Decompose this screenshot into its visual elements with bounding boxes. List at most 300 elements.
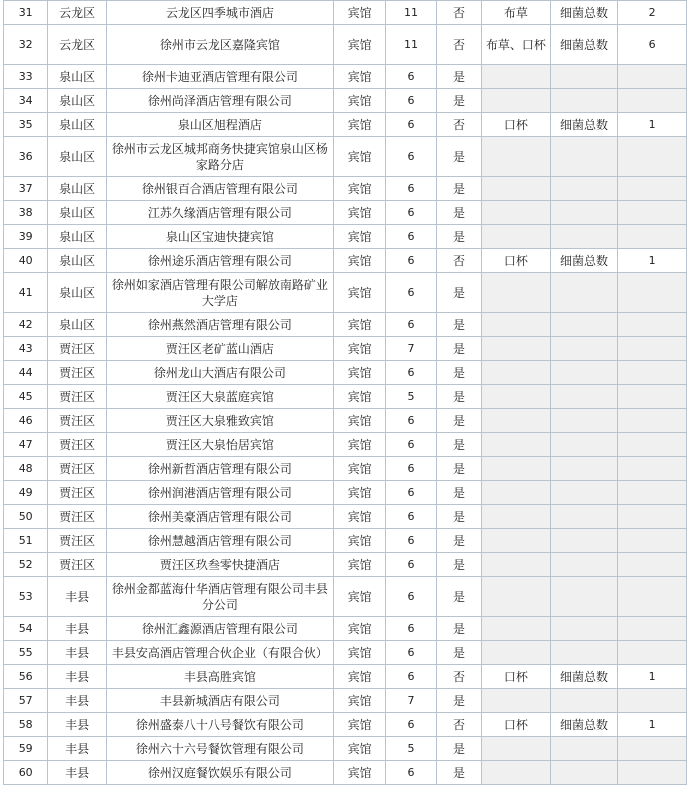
failed-count-cell — [618, 385, 687, 409]
qualified-cell: 是 — [436, 577, 481, 617]
failed-count-cell: 1 — [618, 249, 687, 273]
business-type-cell: 宾馆 — [333, 137, 385, 177]
business-type-cell: 宾馆 — [333, 89, 385, 113]
business-name-cell: 徐州慧越酒店管理有限公司 — [106, 529, 333, 553]
table-row — [4, 137, 687, 177]
qualified-cell: 否 — [436, 113, 481, 137]
failed-item-cell — [550, 689, 618, 713]
inspection-count-cell: 6 — [386, 201, 436, 225]
row-number: 45 — [4, 385, 48, 409]
district-cell: 泉山区 — [48, 137, 107, 177]
business-name-cell: 贾汪区大泉蓝庭宾馆 — [106, 385, 333, 409]
row-number: 51 — [4, 529, 48, 553]
business-type-cell: 宾馆 — [333, 313, 385, 337]
row-number: 52 — [4, 553, 48, 577]
failed-sample-cell — [482, 577, 551, 617]
table-row — [4, 761, 687, 785]
business-name-cell: 贾汪区大泉雅致宾馆 — [106, 409, 333, 433]
qualified-cell: 是 — [436, 529, 481, 553]
row-number: 53 — [4, 577, 48, 617]
row-number: 59 — [4, 737, 48, 761]
district-cell: 贾汪区 — [48, 409, 107, 433]
failed-sample-cell — [482, 433, 551, 457]
business-type-cell: 宾馆 — [333, 337, 385, 361]
business-name-cell: 徐州美豪酒店管理有限公司 — [106, 505, 333, 529]
district-cell: 泉山区 — [48, 113, 107, 137]
business-type-cell: 宾馆 — [333, 25, 385, 65]
inspection-count-cell: 6 — [386, 665, 436, 689]
qualified-cell: 否 — [436, 249, 481, 273]
table-row — [4, 433, 687, 457]
qualified-cell: 是 — [436, 433, 481, 457]
failed-count-cell: 1 — [618, 665, 687, 689]
district-cell: 贾汪区 — [48, 433, 107, 457]
row-number: 48 — [4, 457, 48, 481]
table-row — [4, 713, 687, 737]
failed-count-cell: 1 — [618, 713, 687, 737]
failed-sample-cell — [482, 361, 551, 385]
business-name-cell: 徐州汇鑫源酒店管理有限公司 — [106, 617, 333, 641]
table-body — [4, 1, 687, 785]
failed-item-cell — [550, 273, 618, 313]
failed-count-cell — [618, 137, 687, 177]
business-type-cell: 宾馆 — [333, 529, 385, 553]
inspection-count-cell: 6 — [386, 433, 436, 457]
table-row — [4, 553, 687, 577]
district-cell: 丰县 — [48, 761, 107, 785]
inspection-count-cell: 6 — [386, 65, 436, 89]
failed-item-cell — [550, 313, 618, 337]
business-type-cell: 宾馆 — [333, 1, 385, 25]
business-type-cell: 宾馆 — [333, 65, 385, 89]
failed-sample-cell — [482, 553, 551, 577]
business-type-cell: 宾馆 — [333, 361, 385, 385]
business-type-cell: 宾馆 — [333, 385, 385, 409]
qualified-cell: 是 — [436, 737, 481, 761]
table-row — [4, 177, 687, 201]
table-row — [4, 641, 687, 665]
inspection-count-cell: 6 — [386, 225, 436, 249]
qualified-cell: 是 — [436, 385, 481, 409]
business-name-cell: 泉山区旭程酒店 — [106, 113, 333, 137]
inspection-count-cell: 6 — [386, 457, 436, 481]
district-cell: 泉山区 — [48, 177, 107, 201]
failed-item-cell — [550, 337, 618, 361]
failed-count-cell — [618, 337, 687, 361]
failed-sample-cell — [482, 65, 551, 89]
inspection-count-cell: 6 — [386, 617, 436, 641]
failed-count-cell — [618, 457, 687, 481]
failed-count-cell — [618, 481, 687, 505]
table-row — [4, 273, 687, 313]
qualified-cell: 是 — [436, 137, 481, 177]
inspection-count-cell: 6 — [386, 641, 436, 665]
business-name-cell: 徐州市云龙区城邦商务快捷宾馆泉山区杨家路分店 — [106, 137, 333, 177]
business-type-cell: 宾馆 — [333, 177, 385, 201]
district-cell: 贾汪区 — [48, 505, 107, 529]
business-name-cell: 徐州金都蓝海什华酒店管理有限公司丰县分公司 — [106, 577, 333, 617]
district-cell: 丰县 — [48, 689, 107, 713]
row-number: 34 — [4, 89, 48, 113]
inspection-count-cell: 6 — [386, 481, 436, 505]
failed-sample-cell — [482, 457, 551, 481]
business-name-cell: 徐州盛泰八十八号餐饮有限公司 — [106, 713, 333, 737]
failed-item-cell — [550, 481, 618, 505]
failed-count-cell: 6 — [618, 25, 687, 65]
business-name-cell: 徐州汉庭餐饮娱乐有限公司 — [106, 761, 333, 785]
district-cell: 丰县 — [48, 577, 107, 617]
failed-item-cell — [550, 737, 618, 761]
table-row — [4, 737, 687, 761]
business-name-cell: 贾汪区大泉怡居宾馆 — [106, 433, 333, 457]
qualified-cell: 是 — [436, 617, 481, 641]
table-row — [4, 689, 687, 713]
failed-count-cell — [618, 313, 687, 337]
district-cell: 贾汪区 — [48, 361, 107, 385]
row-number: 35 — [4, 113, 48, 137]
business-type-cell: 宾馆 — [333, 713, 385, 737]
failed-item-cell — [550, 617, 618, 641]
row-number: 42 — [4, 313, 48, 337]
row-number: 60 — [4, 761, 48, 785]
failed-count-cell — [618, 433, 687, 457]
qualified-cell: 是 — [436, 65, 481, 89]
qualified-cell: 是 — [436, 177, 481, 201]
district-cell: 贾汪区 — [48, 529, 107, 553]
qualified-cell: 是 — [436, 201, 481, 225]
table-row — [4, 1, 687, 25]
table-row — [4, 665, 687, 689]
inspection-count-cell: 6 — [386, 89, 436, 113]
failed-item-cell — [550, 361, 618, 385]
business-name-cell: 徐州尚泽酒店管理有限公司 — [106, 89, 333, 113]
table-row — [4, 225, 687, 249]
failed-count-cell — [618, 225, 687, 249]
failed-sample-cell — [482, 617, 551, 641]
inspection-count-cell: 6 — [386, 577, 436, 617]
failed-item-cell: 细菌总数 — [550, 249, 618, 273]
business-type-cell: 宾馆 — [333, 201, 385, 225]
row-number: 43 — [4, 337, 48, 361]
business-type-cell: 宾馆 — [333, 505, 385, 529]
qualified-cell: 否 — [436, 713, 481, 737]
business-name-cell: 徐州银百合酒店管理有限公司 — [106, 177, 333, 201]
row-number: 47 — [4, 433, 48, 457]
failed-sample-cell: 口杯 — [482, 249, 551, 273]
failed-count-cell: 2 — [618, 1, 687, 25]
table-row — [4, 529, 687, 553]
qualified-cell: 是 — [436, 89, 481, 113]
row-number: 44 — [4, 361, 48, 385]
district-cell: 贾汪区 — [48, 385, 107, 409]
district-cell: 丰县 — [48, 713, 107, 737]
business-name-cell: 徐州燕然酒店管理有限公司 — [106, 313, 333, 337]
district-cell: 泉山区 — [48, 225, 107, 249]
failed-sample-cell — [482, 273, 551, 313]
inspection-count-cell: 5 — [386, 737, 436, 761]
row-number: 49 — [4, 481, 48, 505]
failed-count-cell — [618, 201, 687, 225]
business-name-cell: 云龙区四季城市酒店 — [106, 1, 333, 25]
inspection-count-cell: 6 — [386, 249, 436, 273]
failed-sample-cell — [482, 529, 551, 553]
row-number: 38 — [4, 201, 48, 225]
business-name-cell: 徐州新哲酒店管理有限公司 — [106, 457, 333, 481]
district-cell: 泉山区 — [48, 249, 107, 273]
table-row — [4, 409, 687, 433]
failed-sample-cell — [482, 225, 551, 249]
district-cell: 贾汪区 — [48, 457, 107, 481]
inspection-count-cell: 6 — [386, 273, 436, 313]
failed-count-cell — [618, 177, 687, 201]
failed-sample-cell — [482, 177, 551, 201]
failed-item-cell: 细菌总数 — [550, 113, 618, 137]
business-type-cell: 宾馆 — [333, 481, 385, 505]
failed-item-cell — [550, 89, 618, 113]
business-name-cell: 丰县安高酒店管理合伙企业（有限合伙） — [106, 641, 333, 665]
failed-count-cell — [618, 361, 687, 385]
table-row — [4, 113, 687, 137]
business-name-cell: 丰县新城酒店有限公司 — [106, 689, 333, 713]
business-name-cell: 徐州市云龙区嘉隆宾馆 — [106, 25, 333, 65]
failed-sample-cell — [482, 737, 551, 761]
failed-sample-cell: 布草、口杯 — [482, 25, 551, 65]
row-number: 54 — [4, 617, 48, 641]
failed-item-cell — [550, 457, 618, 481]
business-type-cell: 宾馆 — [333, 433, 385, 457]
inspection-count-cell: 6 — [386, 713, 436, 737]
failed-item-cell — [550, 505, 618, 529]
failed-sample-cell: 口杯 — [482, 113, 551, 137]
row-number: 32 — [4, 25, 48, 65]
failed-item-cell — [550, 433, 618, 457]
row-number: 31 — [4, 1, 48, 25]
table-row — [4, 361, 687, 385]
failed-sample-cell: 口杯 — [482, 665, 551, 689]
inspection-count-cell: 6 — [386, 177, 436, 201]
row-number: 57 — [4, 689, 48, 713]
business-name-cell: 徐州卡迪亚酒店管理有限公司 — [106, 65, 333, 89]
inspection-count-cell: 7 — [386, 689, 436, 713]
failed-count-cell — [618, 65, 687, 89]
failed-sample-cell — [482, 337, 551, 361]
failed-sample-cell: 布草 — [482, 1, 551, 25]
business-name-cell: 泉山区宝迪快捷宾馆 — [106, 225, 333, 249]
table-row — [4, 385, 687, 409]
failed-sample-cell: 口杯 — [482, 713, 551, 737]
failed-sample-cell — [482, 689, 551, 713]
failed-item-cell — [550, 201, 618, 225]
business-type-cell: 宾馆 — [333, 113, 385, 137]
business-type-cell: 宾馆 — [333, 641, 385, 665]
row-number: 36 — [4, 137, 48, 177]
business-type-cell: 宾馆 — [333, 617, 385, 641]
qualified-cell: 否 — [436, 665, 481, 689]
table-row — [4, 577, 687, 617]
failed-sample-cell — [482, 505, 551, 529]
business-name-cell: 徐州如家酒店管理有限公司解放南路矿业大学店 — [106, 273, 333, 313]
failed-item-cell — [550, 385, 618, 409]
business-name-cell: 徐州途乐酒店管理有限公司 — [106, 249, 333, 273]
qualified-cell: 否 — [436, 25, 481, 65]
inspection-count-cell: 6 — [386, 761, 436, 785]
failed-count-cell — [618, 737, 687, 761]
district-cell: 泉山区 — [48, 201, 107, 225]
failed-count-cell — [618, 577, 687, 617]
district-cell: 云龙区 — [48, 25, 107, 65]
failed-sample-cell — [482, 89, 551, 113]
qualified-cell: 是 — [436, 641, 481, 665]
business-type-cell: 宾馆 — [333, 457, 385, 481]
failed-item-cell: 细菌总数 — [550, 713, 618, 737]
failed-count-cell: 1 — [618, 113, 687, 137]
business-type-cell: 宾馆 — [333, 577, 385, 617]
table-row — [4, 313, 687, 337]
district-cell: 泉山区 — [48, 313, 107, 337]
inspection-count-cell: 6 — [386, 361, 436, 385]
business-name-cell: 丰县高胜宾馆 — [106, 665, 333, 689]
business-type-cell: 宾馆 — [333, 689, 385, 713]
qualified-cell: 是 — [436, 689, 481, 713]
qualified-cell: 是 — [436, 505, 481, 529]
inspection-count-cell: 11 — [386, 25, 436, 65]
table-row — [4, 201, 687, 225]
failed-sample-cell — [482, 137, 551, 177]
inspection-count-cell: 6 — [386, 137, 436, 177]
inspection-results-table — [3, 0, 687, 785]
row-number: 33 — [4, 65, 48, 89]
district-cell: 丰县 — [48, 617, 107, 641]
qualified-cell: 是 — [436, 481, 481, 505]
business-type-cell: 宾馆 — [333, 273, 385, 313]
district-cell: 泉山区 — [48, 65, 107, 89]
business-type-cell: 宾馆 — [333, 737, 385, 761]
qualified-cell: 是 — [436, 337, 481, 361]
qualified-cell: 是 — [436, 225, 481, 249]
failed-sample-cell — [482, 761, 551, 785]
table-row — [4, 25, 687, 65]
failed-sample-cell — [482, 641, 551, 665]
district-cell: 丰县 — [48, 665, 107, 689]
failed-sample-cell — [482, 201, 551, 225]
business-name-cell: 贾汪区老矿蓝山酒店 — [106, 337, 333, 361]
row-number: 50 — [4, 505, 48, 529]
qualified-cell: 是 — [436, 553, 481, 577]
inspection-count-cell: 6 — [386, 553, 436, 577]
failed-item-cell: 细菌总数 — [550, 665, 618, 689]
business-type-cell: 宾馆 — [333, 249, 385, 273]
district-cell: 云龙区 — [48, 1, 107, 25]
table-row — [4, 337, 687, 361]
qualified-cell: 是 — [436, 361, 481, 385]
qualified-cell: 是 — [436, 409, 481, 433]
qualified-cell: 是 — [436, 313, 481, 337]
qualified-cell: 是 — [436, 457, 481, 481]
failed-count-cell — [618, 617, 687, 641]
qualified-cell: 否 — [436, 1, 481, 25]
failed-sample-cell — [482, 385, 551, 409]
failed-count-cell — [618, 89, 687, 113]
district-cell: 丰县 — [48, 641, 107, 665]
business-name-cell: 徐州龙山大酒店有限公司 — [106, 361, 333, 385]
district-cell: 贾汪区 — [48, 481, 107, 505]
district-cell: 丰县 — [48, 737, 107, 761]
district-cell: 泉山区 — [48, 273, 107, 313]
district-cell: 贾汪区 — [48, 553, 107, 577]
district-cell: 泉山区 — [48, 89, 107, 113]
row-number: 40 — [4, 249, 48, 273]
row-number: 41 — [4, 273, 48, 313]
table-row — [4, 89, 687, 113]
failed-item-cell — [550, 577, 618, 617]
table-row — [4, 617, 687, 641]
inspection-count-cell: 11 — [386, 1, 436, 25]
business-type-cell: 宾馆 — [333, 665, 385, 689]
failed-item-cell — [550, 409, 618, 433]
qualified-cell: 是 — [436, 761, 481, 785]
inspection-count-cell: 7 — [386, 337, 436, 361]
inspection-count-cell: 6 — [386, 113, 436, 137]
table-row — [4, 505, 687, 529]
failed-count-cell — [618, 529, 687, 553]
row-number: 56 — [4, 665, 48, 689]
failed-item-cell: 细菌总数 — [550, 1, 618, 25]
business-name-cell: 贾汪区玖叁零快捷酒店 — [106, 553, 333, 577]
failed-count-cell — [618, 689, 687, 713]
failed-sample-cell — [482, 481, 551, 505]
failed-item-cell — [550, 177, 618, 201]
failed-sample-cell — [482, 409, 551, 433]
table-row — [4, 457, 687, 481]
table-row — [4, 65, 687, 89]
row-number: 39 — [4, 225, 48, 249]
failed-item-cell: 细菌总数 — [550, 25, 618, 65]
failed-count-cell — [618, 553, 687, 577]
failed-count-cell — [618, 761, 687, 785]
row-number: 37 — [4, 177, 48, 201]
failed-item-cell — [550, 761, 618, 785]
failed-count-cell — [618, 273, 687, 313]
failed-item-cell — [550, 137, 618, 177]
inspection-count-cell: 6 — [386, 529, 436, 553]
inspection-count-cell: 5 — [386, 385, 436, 409]
table-row — [4, 249, 687, 273]
inspection-count-cell: 6 — [386, 313, 436, 337]
row-number: 55 — [4, 641, 48, 665]
row-number: 46 — [4, 409, 48, 433]
business-name-cell: 江苏久缘酒店管理有限公司 — [106, 201, 333, 225]
business-type-cell: 宾馆 — [333, 553, 385, 577]
qualified-cell: 是 — [436, 273, 481, 313]
failed-count-cell — [618, 641, 687, 665]
business-type-cell: 宾馆 — [333, 409, 385, 433]
table-row — [4, 481, 687, 505]
business-name-cell: 徐州润港酒店管理有限公司 — [106, 481, 333, 505]
inspection-count-cell: 6 — [386, 409, 436, 433]
failed-item-cell — [550, 641, 618, 665]
row-number: 58 — [4, 713, 48, 737]
failed-sample-cell — [482, 313, 551, 337]
failed-item-cell — [550, 529, 618, 553]
failed-count-cell — [618, 409, 687, 433]
failed-item-cell — [550, 553, 618, 577]
failed-item-cell — [550, 65, 618, 89]
business-name-cell: 徐州六十六号餐饮管理有限公司 — [106, 737, 333, 761]
district-cell: 贾汪区 — [48, 337, 107, 361]
inspection-count-cell: 6 — [386, 505, 436, 529]
business-type-cell: 宾馆 — [333, 225, 385, 249]
business-type-cell: 宾馆 — [333, 761, 385, 785]
